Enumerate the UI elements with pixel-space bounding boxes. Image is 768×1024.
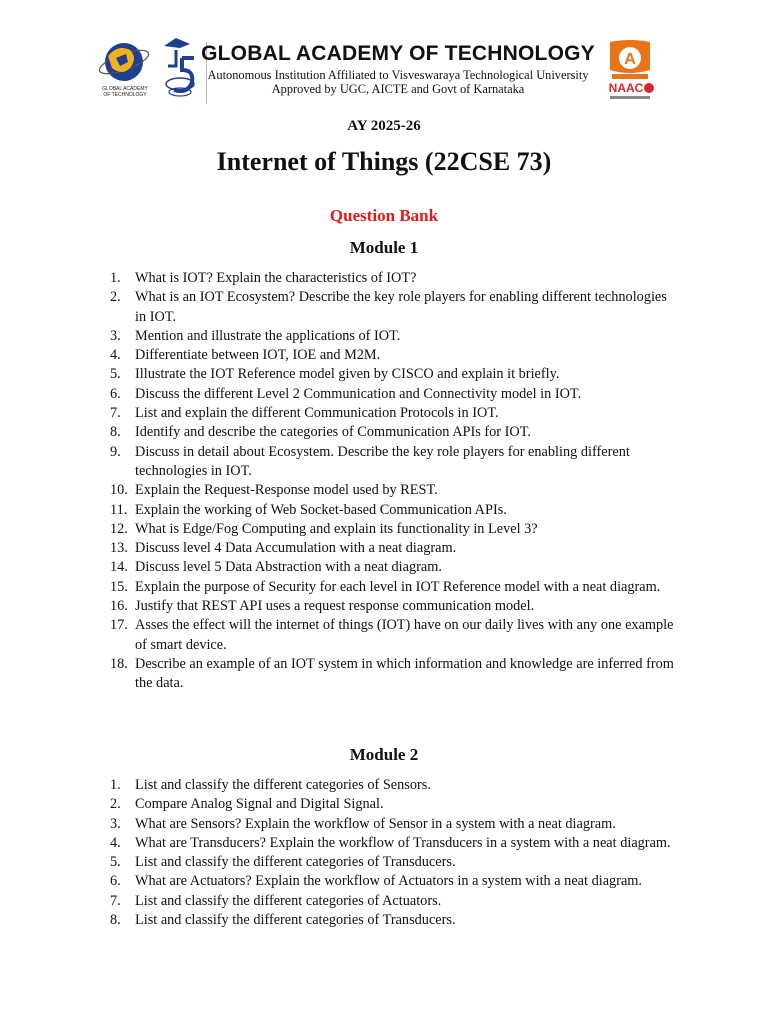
question-item: [0, 776, 768, 795]
question-text: Compare Analog Signal and Digital Signal.: [135, 796, 384, 813]
question-text: List and classify the different categories of Transducers.: [135, 912, 456, 929]
question-number: 9.: [110, 443, 121, 460]
question-item: [0, 404, 768, 423]
question-text: What are Sensors? Explain the workflow of Sensor in a system with a neat diagram.: [135, 815, 616, 832]
question-number: 4.: [110, 834, 121, 851]
question-item: [0, 597, 768, 616]
question-number: 5.: [110, 854, 121, 871]
module-1-question-list: [0, 269, 768, 694]
question-number: 13.: [110, 540, 128, 557]
question-item: [0, 365, 768, 384]
question-number: 6.: [110, 385, 121, 402]
approval-line: Approved by UGC, AICTE and Govt of Karnataka: [271, 82, 525, 96]
logo-text-line-2: OF TECHNOLOGY: [103, 92, 147, 98]
question-text: Illustrate the IOT Reference model given by CISCO and explain it briefly.: [135, 366, 560, 383]
logo-text-line-1: GLOBAL ACADEMY: [102, 86, 148, 92]
question-text: Discuss level 5 Data Abstraction with a neat diagram.: [135, 559, 442, 576]
question-number: 7.: [110, 405, 121, 422]
question-item: [0, 346, 768, 365]
module-1-heading: Module 1: [349, 238, 419, 257]
question-item: [0, 834, 768, 853]
question-number: 11.: [110, 501, 128, 518]
academic-year: AY 2025-26: [347, 118, 421, 134]
question-item: [0, 423, 768, 442]
question-number: 2.: [110, 289, 121, 306]
institution-name: GLOBAL ACADEMY OF TECHNOLOGY: [201, 42, 595, 65]
question-item: [0, 815, 768, 834]
question-item: [0, 501, 768, 520]
question-number: 16.: [110, 598, 128, 615]
question-item: [0, 616, 768, 655]
question-item: [0, 558, 768, 577]
question-text: List and classify the different categories of Actuators.: [135, 892, 442, 909]
question-number: 10.: [110, 482, 128, 499]
question-number: 6.: [110, 873, 121, 890]
question-text: Explain the working of Web Socket-based Communication APIs.: [135, 501, 507, 518]
question-text: Explain the Request-Response model used by REST.: [135, 482, 438, 499]
question-item: [0, 481, 768, 500]
question-item: [0, 578, 768, 597]
question-item: [0, 520, 768, 539]
question-item: [0, 269, 768, 288]
document-header: [0, 0, 768, 112]
question-number: 1.: [110, 777, 121, 793]
course-title: Internet of Things (22CSE 73): [216, 147, 552, 176]
anniversary-25-logo-icon: [156, 36, 198, 104]
globe-logo-icon: [96, 36, 154, 108]
question-number: 12.: [110, 520, 128, 537]
question-text: Explain the purpose of Security for each level in IOT Reference model with a neat diagram.: [135, 578, 661, 595]
question-text: What is Edge/Fog Computing and explain its functionality in Level 3?: [135, 520, 538, 537]
question-item: [0, 911, 768, 930]
question-number: 14.: [110, 559, 128, 576]
affiliation-line: Autonomous Institution Affiliated to Visveswaraya Technological University: [207, 68, 589, 82]
question-item: [0, 655, 768, 694]
question-number: 1.: [110, 270, 121, 286]
question-number: 7.: [110, 892, 121, 909]
module-2-question-list: [0, 776, 768, 930]
naac-label: NAAC: [608, 81, 644, 95]
module-2-heading: Module 2: [349, 745, 419, 764]
question-text: List and classify the different categories of Transducers.: [135, 854, 456, 871]
question-item: [0, 288, 768, 327]
naac-badge-icon: [602, 40, 658, 104]
question-text: What are Transducers? Explain the workflow of Transducers in a system with a neat diagram.: [135, 834, 671, 851]
question-text: Justify that REST API uses a request response communication model.: [135, 598, 535, 615]
question-text: Mention and illustrate the applications of IOT.: [135, 327, 401, 344]
question-number: 5.: [110, 366, 121, 383]
question-item: [0, 892, 768, 911]
question-item: [0, 795, 768, 814]
naac-grade: A: [624, 51, 636, 68]
question-text: What are Actuators? Explain the workflow of Actuators in a system with a neat diagram.: [135, 873, 642, 890]
question-item: [0, 327, 768, 346]
question-number: 8.: [110, 424, 121, 441]
question-text: Differentiate between IOT, IOE and M2M.: [135, 347, 381, 364]
question-number: 3.: [110, 327, 121, 344]
question-number: 15.: [110, 578, 128, 595]
question-number: 17.: [110, 617, 128, 634]
question-text: Discuss in detail about Ecosystem. Describe the key role players for enabling different technologies in IOT.: [135, 443, 630, 479]
question-text: What is IOT? Explain the characteristics of IOT?: [135, 270, 417, 286]
question-text: List and classify the different categories of Sensors.: [135, 777, 431, 793]
question-item: [0, 385, 768, 404]
question-text: What is an IOT Ecosystem? Describe the key role players for enabling different technologies in IOT.: [135, 289, 667, 325]
question-text: Discuss the different Level 2 Communication and Connectivity model in IOT.: [135, 385, 582, 402]
question-number: 8.: [110, 912, 121, 929]
question-number: 2.: [110, 796, 121, 813]
question-text: List and explain the different Communication Protocols in IOT.: [135, 405, 499, 422]
question-number: 18.: [110, 655, 128, 672]
question-item: [0, 539, 768, 558]
question-text: Discuss level 4 Data Accumulation with a neat diagram.: [135, 540, 457, 557]
question-bank-heading: Question Bank: [329, 206, 439, 225]
question-item: [0, 443, 768, 482]
question-item: [0, 853, 768, 872]
question-item: [0, 872, 768, 891]
question-number: 4.: [110, 347, 121, 364]
question-number: 3.: [110, 815, 121, 832]
question-text: Describe an example of an IOT system in which information and knowledge are inferred from the data.: [135, 655, 674, 692]
question-text: Asses the effect will the internet of things (IOT) have on our daily lives with any one example of smart device.: [135, 617, 674, 653]
question-text: Identify and describe the categories of Communication APIs for IOT.: [135, 424, 531, 441]
